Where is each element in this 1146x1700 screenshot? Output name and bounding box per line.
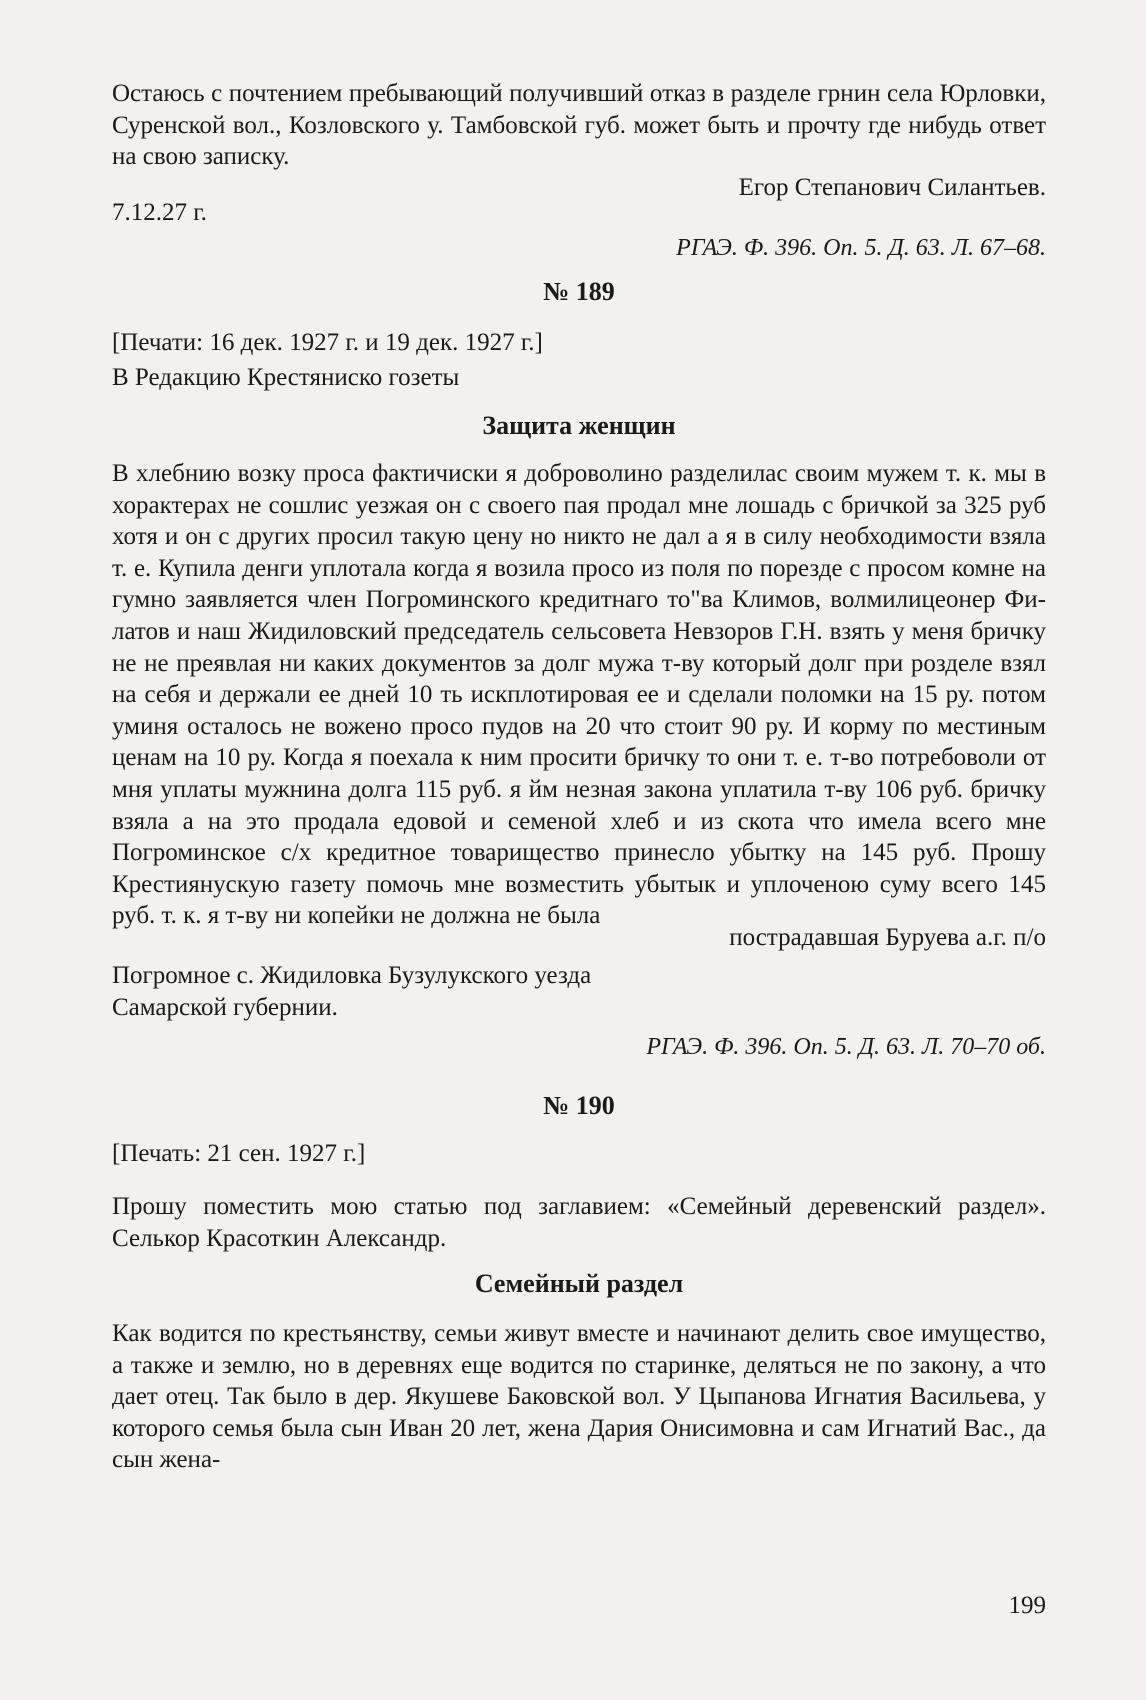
document-number-190: № 190 [543, 1091, 615, 1120]
article-body-189: В хлебнию возку проса фактичиски я доброволино разделилас своим мужем т. к. мы в хорактерах не сошлис уезжая он с своего пая продал мне лошадь с бричкой за 325 руб хотя и он с других просил такую цену но никто не дал а я в силу необходимости взяла т. е. Купила денги уплотала когда я возила просо из поля по порезде с просом комне на гумно заявляется член Погроминского кредитнаго то"ва Климов, волмилицеонер Филатов и наш Жидиловский председатель сельсовета Невзоров Г.Н. взять у меня бричку не не преявлая ни каких документов за долг мужа т-ву который долг при розделе взял на себя и держали ее дней 10 ть искплотировая ее и сделали поломки на 15 ру. потом уминя осталось не вожено просо пудов на 20 что стоит 90 ру. И корму по местиным ценам на 10 ру. Когда я поехала к ним просити бричку то они т. е. т-во потребоволи от мня уплаты мужнина долга 115 руб. я йм незная закона уплатила т-ву 106 руб. бричку взяла а на это продала едовой и семеной хлеб и из скота что имела всего мне Погроминское с/х кредитное товарищество принесло убытку на 145 руб. Прошу Крестиянускую газету помочь мне возместить убытык и уплоченою суму всего 145 руб. т. к. я т-ву ни копейки не должна не была [112, 460, 1046, 930]
article-title-189: Защита женщин [482, 411, 676, 440]
date-line: 7.12.27 г. [112, 199, 207, 226]
signature-burueva: пострадавшая Буруева а.г. п/о [729, 924, 1046, 951]
signature-silantiev: Егор Степанович Силантьев. [738, 174, 1046, 201]
seal-note-190: [Печать: 21 сен. 1927 г.] [112, 1140, 366, 1167]
addressee: В Редакцию Крестяниско гозеты [112, 364, 460, 391]
place-line-2: Самарской губернии. [112, 994, 338, 1021]
article-body-190: Как водится по крестьянству, семьи живут вместе и начинают делить свое имущество, а также и землю, но в деревнях еще водится по старинке, деляться не по закону, а что дает отец. Так было в дер. Якушеве Баковской вол. У Цыпанова Игнатия Васильева, у которого семья была сын Иван 20 лет, жена Дария Онисимовна и сам Игнатий Вас., да сын жена- [112, 1320, 1046, 1474]
seals-note: [Печати: 16 дек. 1927 г. и 19 дек. 1927 г.] [112, 329, 543, 356]
place-line-1: Погромное с. Жидиловка Бузулукского уезда [112, 962, 592, 989]
article-title-190: Семейный раздел [474, 1269, 684, 1298]
archive-reference-189: РГАЭ. Ф. 396. Оп. 5. Д. 63. Л. 70–70 об. [646, 1034, 1046, 1060]
closing-paragraph: Остаюсь с почтением пребывающий получивший отказ в разделе грнин села Юрловки, Суренской вол., Козловского у. Тамбовской губ. может быть и прочту где нибудь ответ на свою записку. [112, 80, 1046, 171]
publication-request: Прошу поместить мою статью под заглавием: «Семейный деревенский раздел». Селькор Красоткин Александр. [112, 1193, 1046, 1252]
page-number: 199 [1008, 1592, 1046, 1619]
document-number-189: № 189 [543, 277, 615, 306]
archive-reference-188: РГАЭ. Ф. 396. Оп. 5. Д. 63. Л. 67–68. [676, 235, 1046, 261]
